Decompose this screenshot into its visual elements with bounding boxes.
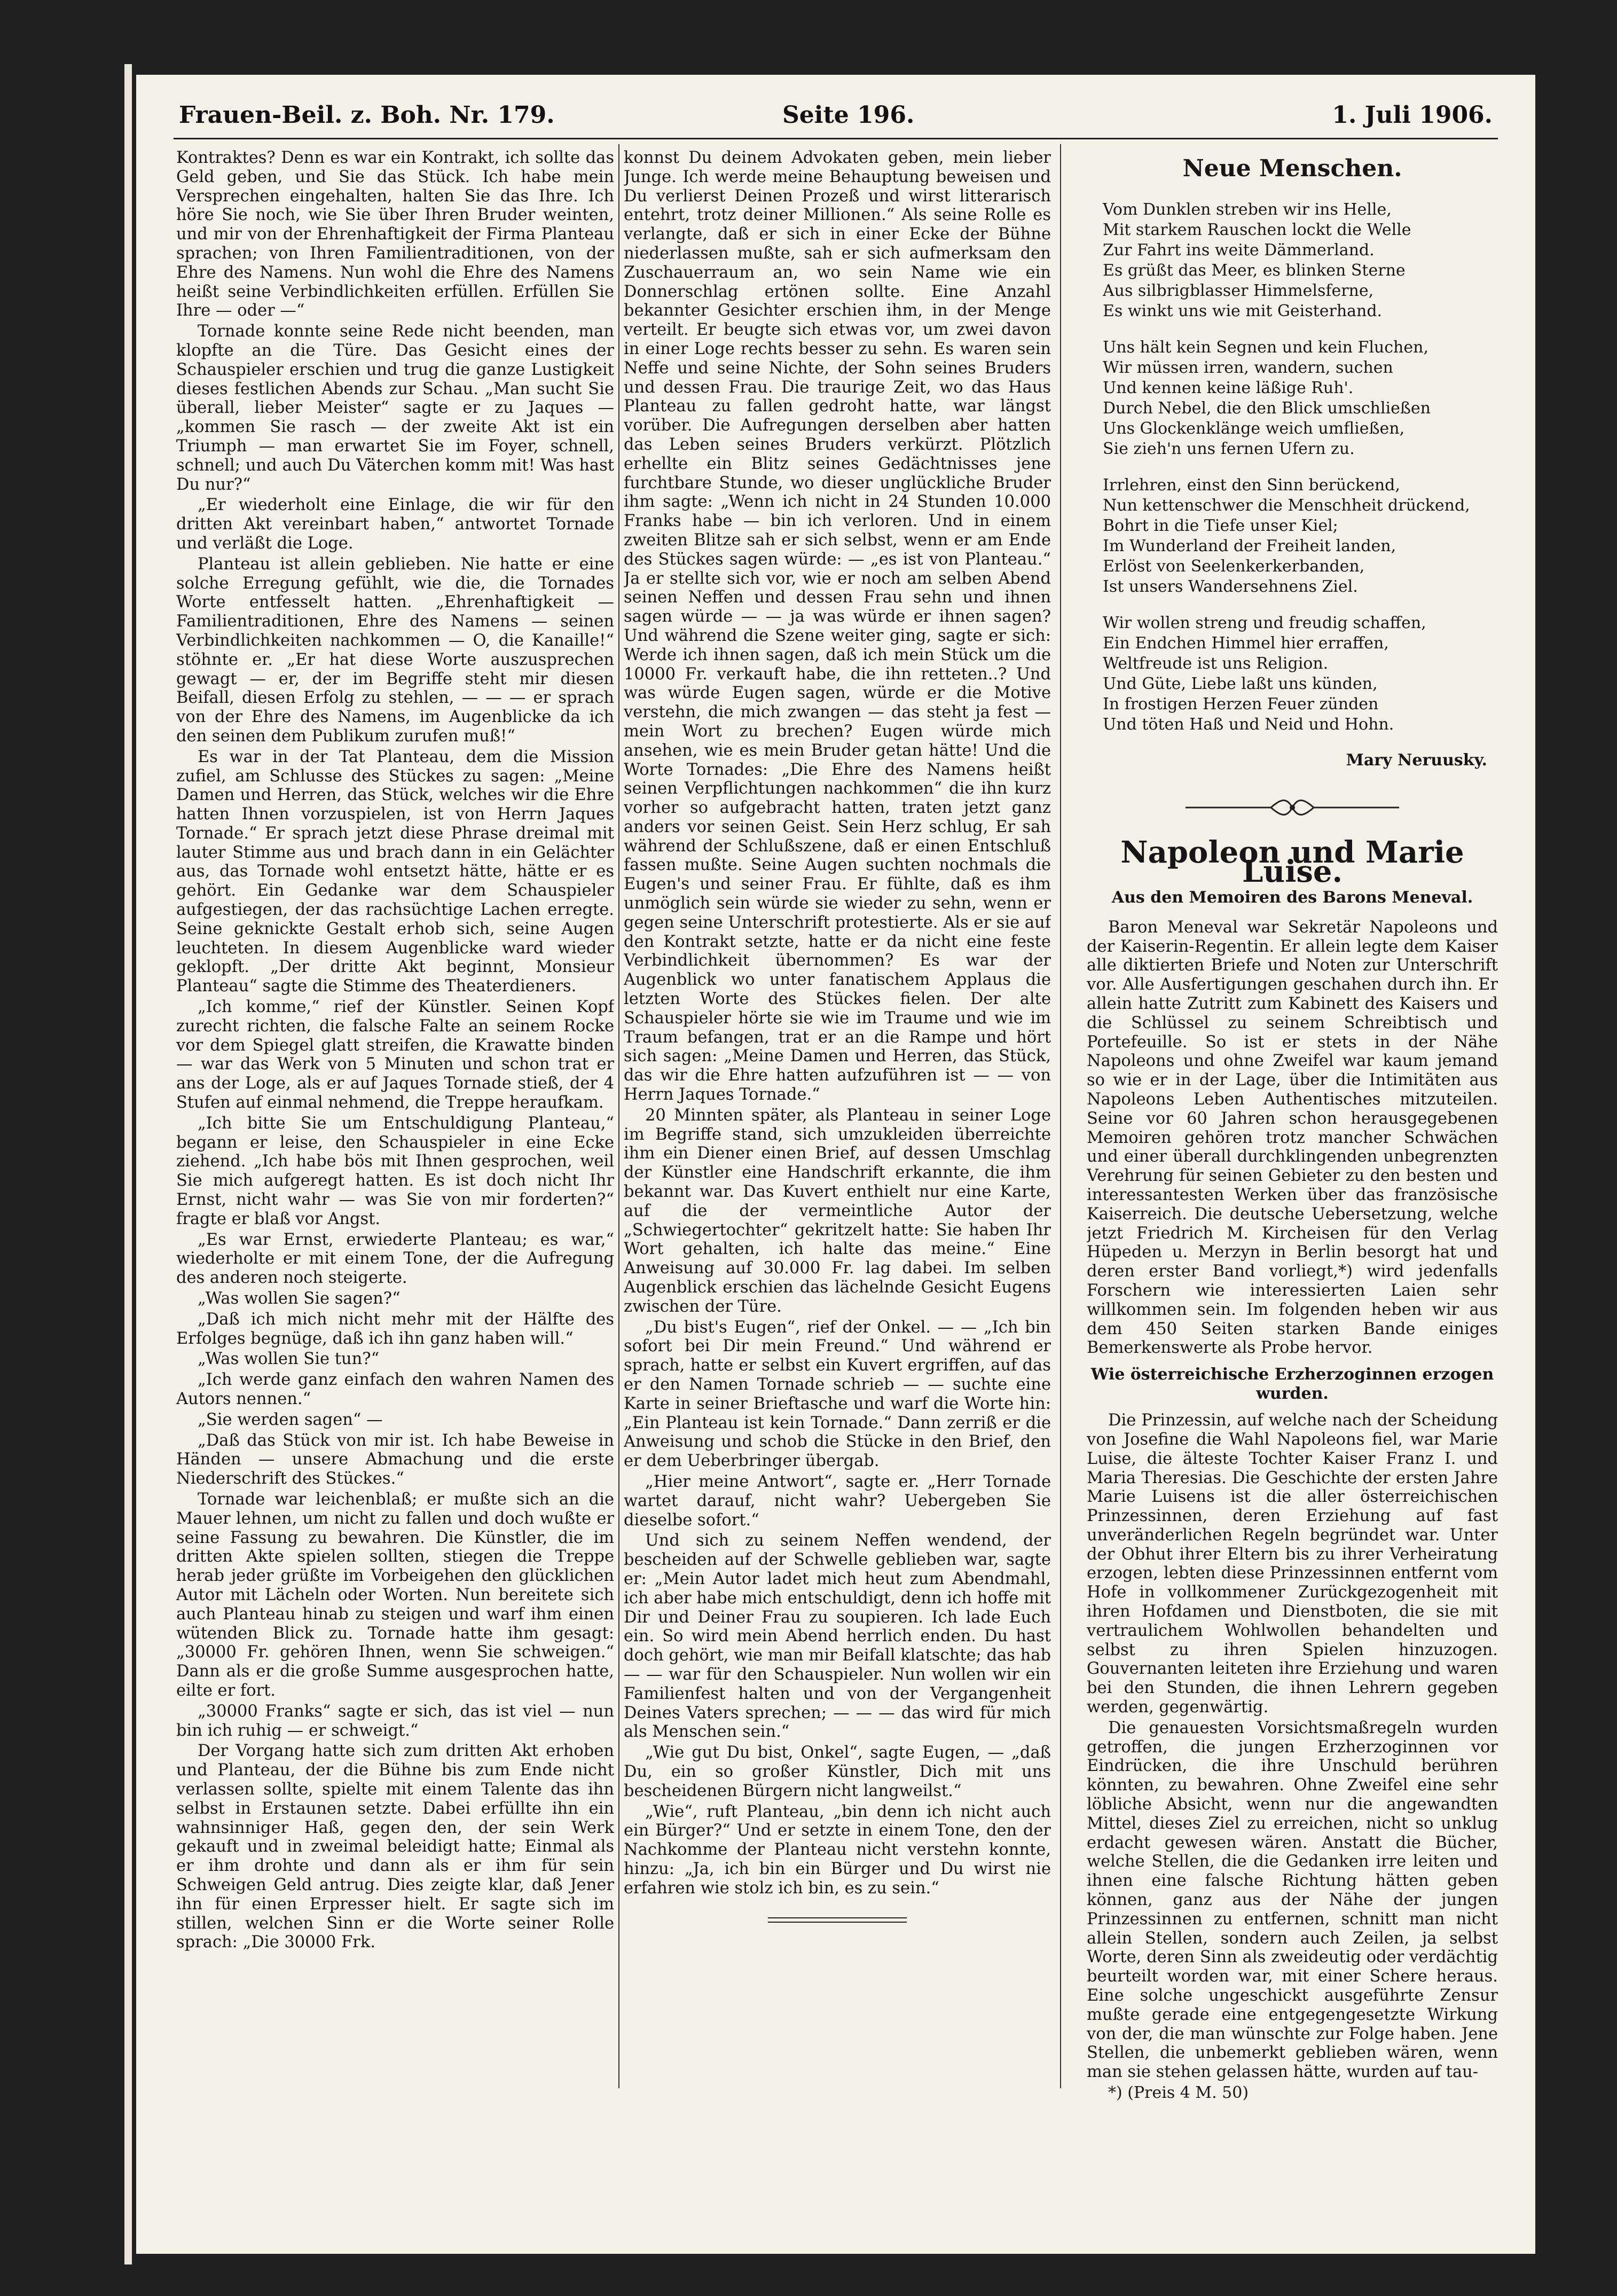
poem-line: In frostigen Herzen Feuer zünden: [1103, 694, 1379, 714]
end-rule: [768, 1917, 907, 1923]
story-paragraph: „Ich bitte Sie um Entschuldigung Planteau,“ begann er leise, den Schauspieler in eine Ecke ziehend. „Ich habe bös mit Ihnen gesprochen, weil Sie mich aufgeregt hatten. Es ist doch nicht Ihr Ernst, nicht wahr — was Sie von mir forderten?“ fragte er blaß vor Angst.: [176, 1114, 614, 1228]
story-paragraph: „Wie“, ruft Planteau, „bin denn ich nicht auch ein Bürger?“ Und er setzte in einem Tone, den der Nachkomme der Planteau nicht verstehn konnte, hinzu: „Ja, ich bin ein Bürger und Du wirst nie erfahren wie stolz ich bin, es zu sein.“: [624, 1802, 1051, 1898]
poem-line: Bohrt in die Tiefe unser Kiel;: [1103, 516, 1338, 535]
poem-line: Zur Fahrt ins weite Dämmerland.: [1103, 240, 1375, 260]
poem-line: Nun kettenschwer die Menschheit drückend,: [1103, 496, 1470, 515]
poem-stanza: [1103, 613, 1498, 735]
poem-line: Ein Endchen Himmel hier erraffen,: [1103, 633, 1389, 653]
poem-line: Es grüßt das Meer, es blinken Sterne: [1103, 261, 1406, 280]
story-paragraph: konnst Du deinem Advokaten geben, mein lieber Junge. Ich werde meine Behauptung beweisen und Du verlierst Deinen Prozeß und wirst litterarisch entehrt, trotz deiner Millionen.“ Als seine Rolle es verlangte, daß er sich in einer Ecke der Bühne niederlassen mußte, sah er sich aufmerksam den Zuschauerraum an, wo sein Name wie ein Donnerschlag ertönen sollte. Eine Anzahl bekannter Gesichter erschien ihm, in der Menge verteilt. Er beugte sich etwas vor, um zwei davon in einer Loge rechts besser zu sehn. Es waren sein Neffe und seine Nichte, der Sohn seines Bruders und dessen Frau. Die traurige Zeit, wo das Haus Planteau zu fallen gedroht hatte, war längst vorüber. Die Aufregungen derselben aber hatten das Leben seines Bruders verkürzt. Plötzlich erhellte ein Blitz seines Gedächtnisses jene furchtbare Stunde, wo dieser unglückliche Bruder ihm sagte: „Wenn ich nicht in 24 Stunden 10.000 Franks habe — bin ich verloren. Und in einem zweiten Blitze sah er sich selbst, wenn er am Ende des Stückes sagen würde: — „es ist von Planteau.“ Ja er stellte sich vor, wie er noch am selben Abend seinen Neffen und dessen Frau sehn und ihnen sagen würde — — ja was würde er ihnen sagen? Und während die Szene weiter ging, sagte er sich: Werde ich ihnen sagen, daß ich mein Stück um die 10000 Fr. verkauft habe, die ihn retteten..? Und was würde Eugen sagen, würde er die Motive verstehn, die mich zwangen — das steht ja fest — mein Wort zu brechen? Eugen würde mich ansehen, wie es mein Bruder getan hätte! Und die Worte Tornades: „Die Ehre des Namens heißt seinen Verpflichtungen nachkommen“ die ihn kurz vorher so aufgebracht hatten, traten jetzt ganz anders vor seinen Geist. Sein Herz schlug, Er sah während der Schlußszene, daß er einen Entschluß fassen mußte. Seine Augen suchten nochmals die Eugen's und seiner Frau. Er fühlte, daß es ihm unmöglich sein würde sie wieder zu sehn, wenn er gegen seine Unterschrift protestierte. Als er sie auf den Kontrakt setzte, hatte er da nicht eine feste Verbindlichkeit übernommen? Es war der Augenblick wo unter fanatischem Applaus die letzten Worte des Stückes fielen. Der alte Schauspieler hörte sie wie im Traume und wie im Traum befangen, trat er an die Rampe und hört sich sagen: „Meine Damen und Herren, das Stück, das wir die Ehre hatten aufzuführen ist — — von Herrn Jaques Tornade.“: [624, 148, 1051, 1104]
poem-line: Mit starkem Rauschen lockt die Welle: [1103, 220, 1411, 239]
running-header-left: Frauen-Beil. z. Boh. Nr. 179.: [179, 101, 555, 129]
poem-line: Es winkt uns wie mit Geisterhand.: [1103, 301, 1383, 320]
poem-line: Erlöst von Seelenkerkerbanden,: [1103, 557, 1365, 576]
poem-line: Aus silbrigblasser Himmelsferne,: [1103, 281, 1374, 300]
ornament-divider: [1087, 797, 1498, 822]
story-paragraph: Kontraktes? Denn es war ein Kontrakt, ich sollte das Geld geben, und Sie das Stück. Ich habe mein Versprechen eingehalten, halten Sie das Ihre. Ich höre Sie noch, wie Sie über Ihren Bruder weinten, und mir von der Ehrenhaftigkeit der Firma Planteau sprachen; von Ihren Familientraditionen, von der Ehre des Namens. Nun wohl die Ehre des Namens heißt seine Verbindlichkeiten erfüllen. Erfüllen Sie Ihre — oder —“: [176, 148, 614, 320]
story-paragraph: „Daß das Stück von mir ist. Ich habe Beweise in Händen — unsere Abmachung und die erste Niederschrift des Stückes.“: [176, 1431, 614, 1488]
poem-line: Vom Dunklen streben wir ins Helle,: [1103, 200, 1392, 219]
header-rule: [174, 138, 1498, 139]
poem-line: Und kennen keine läßige Ruh'.: [1103, 378, 1354, 397]
poem-line: Und Güte, Liebe laßt uns künden,: [1103, 674, 1378, 693]
section-heading: Wie österreichische Erzherzoginnen erzogen wurden.: [1090, 1365, 1494, 1404]
article-paragraph: Die genauesten Vorsichtsmaßregeln wurden getroffen, die jungen Erzherzoginnen vor Eindrücken, die ihre Unschuld berühren könnten, zu bewahren. Ohne Zweifel eine sehr löbliche Absicht, wenn nur die angewandten Mittel, dieses Ziel zu erreichen, nicht so unklug erdacht gewesen wären. Anstatt die Bücher, welche Stellen, die die Gedanken irre leiten und ihnen eine falsche Richtung hätten geben können, ganz aus der Nähe der jungen Prinzessinnen zu entfernen, schnitt man nicht allein Stellen, sondern auch Zeilen, ja selbst Worte, deren Sinn als zweideutig oder verdächtig beurteilt worden war, mit einer Schere heraus. Eine solche ungeschickt ausgeführte Zensur mußte gerade eine entgegengesetzte Wirkung von der, die man wünschte zur Folge haben. Jene Stellen, die unbemerkt geblieben wären, wenn man sie stehen gelassen hätte, wurden auf tau-: [1087, 1718, 1498, 2082]
column-rule-2: [1060, 144, 1061, 2088]
story-paragraph: „Was wollen Sie sagen?“: [198, 1289, 401, 1308]
story-paragraph: „Es war Ernst, erwiederte Planteau; es war,“ wiederholte er mit einem Tone, der die Aufregung des anderen noch steigerte.: [176, 1230, 614, 1288]
story-paragraph: „Ich komme,“ rief der Künstler. Seinen Kopf zurecht richten, die falsche Falte an seinem Rocke vor dem Spiegel glatt streifen, die Krawatte binden — war das Werk von 5 Minuten und schon trat er ans der Loge, als er auf Jaques Tornade stieß, der 4 Stufen auf einmal nehmend, die Treppe heraufkam.: [176, 998, 614, 1112]
ornament-icon: [1180, 797, 1404, 818]
story-paragraph: „Wie gut Du bist, Onkel“, sagte Eugen, — „daß Du, ein so großer Künstler, Dich mit uns bescheidenen Bürgern nicht langweilst.“: [624, 1743, 1051, 1800]
article-subtitle: Aus den Memoiren des Barons Meneval.: [1111, 888, 1473, 907]
story-column-2: [624, 148, 1051, 2103]
poem-stanza: [1103, 338, 1498, 459]
poem-line: Und töten Haß und Neid und Hohn.: [1103, 715, 1394, 734]
story-paragraph: Und sich zu seinem Neffen wendend, der bescheiden auf der Schwelle geblieben war, sagte er: „Mein Autor ladet mich heut zum Abendmahl, ich aber habe mich entschuldigt, denn ich hoffe mit Dir und Deiner Frau zu soupieren. Ich lade Euch ein. So wird mein Abend herrlich enden. Du hast doch gehört, wie man mir Beifall klatschte; das hab — — war für den Schauspieler. Nun wollen wir ein Familienfest halten und von der Vergangenheit Deines Vaters sprechen; — — — das wird für mich als Menschen sein.“: [624, 1531, 1051, 1742]
poem-stanza: [1103, 475, 1498, 597]
story-paragraph: Es war in der Tat Planteau, dem die Mission zufiel, am Schlusse des Stückes zu sagen: „Meine Damen und Herren, das Stück, welches wir die Ehre hatten Ihnen vorzuspielen, ist von Herrn Jaques Tornade.“ Er sprach jetzt diese Phrase dreimal mit lauter Stimme aus und brach dann in ein Gelächter aus, das Tornade wohl entsetzt hätte, hätte er es gehört. Ein Gedanke war dem Schauspieler aufgestiegen, der das rachsüchtige Lachen erregte. Seine geknickte Gestalt erhob sich, seine Augen leuchteten. In diesem Augenblicke ward wieder geklopft. „Der dritte Akt beginnt, Monsieur Planteau“ sagte die Stimme des Theaterdieners.: [176, 747, 614, 996]
story-paragraph: „Was wollen Sie tun?“: [198, 1350, 380, 1369]
column-rule-1: [618, 144, 619, 2088]
poem-line: Uns hält kein Segnen und kein Fluchen,: [1103, 338, 1428, 357]
poem-line: Wir wollen streng und freudig schaffen,: [1103, 613, 1426, 632]
issue-date: 1. Juli 1906.: [1332, 101, 1493, 129]
story-paragraph: „Sie werden sagen“ —: [198, 1410, 383, 1429]
poem-line: Durch Nebel, die den Blick umschließen: [1103, 398, 1431, 418]
footnote: *) (Preis 4 M. 50): [1108, 2083, 1249, 2102]
story-paragraph: „Hier meine Antwort“, sagte er. „Herr Tornade wartet darauf, nicht wahr? Uebergeben Sie dieselbe sofort.“: [624, 1472, 1051, 1530]
article-title: Napoleon und Marie Luise.: [1120, 835, 1464, 890]
poem-title: Neue Menschen.: [1182, 155, 1402, 182]
poem-stanza: [1103, 200, 1498, 322]
story-column-1: [176, 148, 614, 2103]
page-edge: [124, 64, 132, 2264]
poem-author: Mary Neruusky.: [1346, 750, 1487, 770]
article-paragraph: Die Prinzessin, auf welche nach der Scheidung von Josefine die Wahl Napoleons fiel, war Marie Luise, die älteste Tochter Kaiser Franz I. und Maria Theresias. Die Geschichte der ersten Jahre Marie Luisens ist die aller österreichischen Prinzessinnen, deren Erziehung auf fast unveränderlichen Regeln begründet war. Unter der Obhut ihrer Eltern bis zu ihrer Verheiratung erzogen, lebten diese Prinzessinnen entfernt vom Hofe in vollkommener Zurückgezogenheit mit ihren Hofdamen und Dienstboten, die sie mit vertraulichem Wohlwollen behandelten und selbst zu ihren Spielen hinzuzogen. Gouvernanten leiteten ihre Erziehung und waren bei den Stunden, die ihnen Lehrern gegeben werden, gegenwärtig.: [1087, 1411, 1498, 1717]
poem-line: Ist unsers Wandersehnens Ziel.: [1103, 577, 1358, 596]
story-paragraph: „30000 Franks“ sagte er sich, das ist viel — nun bin ich ruhig — er schweigt.“: [176, 1702, 614, 1740]
page-number: Seite 196.: [782, 101, 915, 129]
story-paragraph: „Du bist's Eugen“, rief der Onkel. — — „Ich bin sofort bei Dir mein Freund.“ Und während er sprach, hatte er selbst ein Kuvert ergriffen, auf das er den Namen Tornade schrieb — — suchte eine Karte in seiner Brieftasche und warf die Worte hin: „Ein Planteau ist kein Tornade.“ Dann zerriß er die Anweisung und schob die Stücke in den Brief, den er dem Ueberbringer übergab.: [624, 1318, 1051, 1471]
poem-line: Im Wunderland der Freiheit landen,: [1103, 536, 1396, 555]
poem-line: Irrlehren, einst den Sinn berückend,: [1103, 475, 1400, 495]
poem-line: Uns Glockenklänge weich umfließen,: [1103, 419, 1405, 438]
poem-line: Sie zieh'n uns fernen Ufern zu.: [1103, 439, 1355, 458]
right-column: [1087, 148, 1498, 2103]
story-paragraph: „Er wiederholt eine Einlage, die wir für den dritten Akt vereinbart haben,“ antwortet Tornade und verläßt die Loge.: [176, 496, 614, 553]
newspaper-page: [136, 75, 1535, 2254]
article-paragraph: Baron Meneval war Sekretär Napoleons und der Kaiserin-Regentin. Er allein legte dem Kaiser alle diktierten Briefe und Noten zur Unterschrift vor. Alle Ausfertigungen geschahen durch ihn. Er allein hatte Zutritt zum Kabinett des Kaisers und die Schlüssel zu seinem Schreibtisch und Portefeuille. So ist er stets in der Nähe Napoleons und ohne Zweifel war kaum jemand so wie er in der Lage, über die Intimitäten aus Napoleons Leben Authentisches mitzuteilen. Seine vor 60 Jahren schon herausgegebenen Memoiren gehören trotz mancher Schwächen und einer überall durchklingenden unbegrenzten Verehrung für seinen Gebieter zu den besten und interessantesten Werken über das französische Kaiserreich. Die deutsche Uebersetzung, welche jetzt Friedrich M. Kircheisen für den Verlag Hüpeden u. Merzyn in Berlin besorgt hat und deren erster Band vorliegt,*) wird jedenfalls Forschern wie interessierten Laien sehr willkommen sein. Im folgenden heben wir aus dem 450 Seiten starken Bande einiges Bemerkenswerte als Probe hervor.: [1087, 918, 1498, 1358]
poem-line: Wir müssen irren, wandern, suchen: [1103, 358, 1393, 377]
story-paragraph: Planteau ist allein geblieben. Nie hatte er eine solche Erregung gefühlt, wie die, die Tornades Worte entfesselt hatten. „Ehrenhaftigkeit — Familientraditionen, Ehre des Namens — seinen Verbindlichkeiten nachkommen — O, die Kanaille!“ stöhnte er. „Er hat diese Worte auszusprechen gewagt — er, der im Begriffe steht mir diesen Beifall, diesen Erfolg zu stehlen, — — — er sprach von der Ehre des Namens, im Augenblicke da ich den seinen dem Publikum zurufen muß!“: [176, 554, 614, 746]
story-paragraph: Tornade war leichenblaß; er mußte sich an die Mauer lehnen, um nicht zu fallen und doch wußte er seine Fassung zu bewahren. Die Künstler, die im dritten Akte spielen sollten, stiegen die Treppe herab jeder grüßte im Vorbeigehen den glücklichen Autor mit Lächeln oder Worten. Nun bereitete sich auch Planteau hinab zu steigen und warf ihm einen wütenden Blick zu. Tornade hatte ihm gesagt: „30000 Fr. gehören Ihnen, wenn Sie schweigen.“ Dann als er die große Summe ausgesprochen hatte, eilte er fort.: [176, 1490, 614, 1700]
story-paragraph: Der Vorgang hatte sich zum dritten Akt erhoben und Planteau, der die Bühne bis zum Ende nicht verlassen sollte, spielte mit einem Talente das ihn selbst in Erstaunen setzte. Dabei erfüllte ihn ein wahnsinniger Haß, gegen den, der sein Werk gekauft und in zweimal beleidigt hatte; Einmal als er ihm drohte und dann als er ihm für sein Schweigen Geld antrug. Dies zeigte klar, daß Jener ihn für einen Erpresser hielt. Er sagte sich im stillen, welchen Sinn er die Worte seiner Rolle sprach: „Die 30000 Frk.: [176, 1742, 614, 1952]
story-paragraph: „Daß ich mich nicht mehr mit der Hälfte des Erfolges begnüge, daß ich ihn ganz haben will.“: [176, 1310, 614, 1348]
poem-line: Weltfreude ist uns Religion.: [1103, 654, 1329, 673]
story-paragraph: „Ich werde ganz einfach den wahren Namen des Autors nennen.“: [176, 1370, 614, 1408]
story-paragraph: 20 Minnten später, als Planteau in seiner Loge im Begriffe stand, sich umzukleiden überreichte ihm ein Diener einen Brief, auf dessen Umschlag der Künstler eine Handschrift erkannte, die ihm bekannt war. Das Kuvert enthielt nur eine Karte, auf die der vermeintliche Autor der „Schwiegertochter“ gekritzelt hatte: Sie haben Ihr Wort gehalten, ich halte das meine.“ Eine Anweisung auf 30.000 Fr. lag dabei. Im selben Augenblick erschien das lächelnde Gesicht Eugens zwischen der Türe.: [624, 1106, 1051, 1316]
story-paragraph: Tornade konnte seine Rede nicht beenden, man klopfte an die Türe. Das Gesicht eines der Schauspieler erschien und trug die ganze Lustigkeit dieses festlichen Abends zur Schau. „Man sucht Sie überall, lieber Meister“ sagte er zu Jaques — „kommen Sie rasch — der zweite Akt ist ein Triumph — man erwartet Sie im Foyer, schnell, schnell; und auch Du Väterchen komm mit! Was hast Du nur?“: [176, 322, 614, 494]
